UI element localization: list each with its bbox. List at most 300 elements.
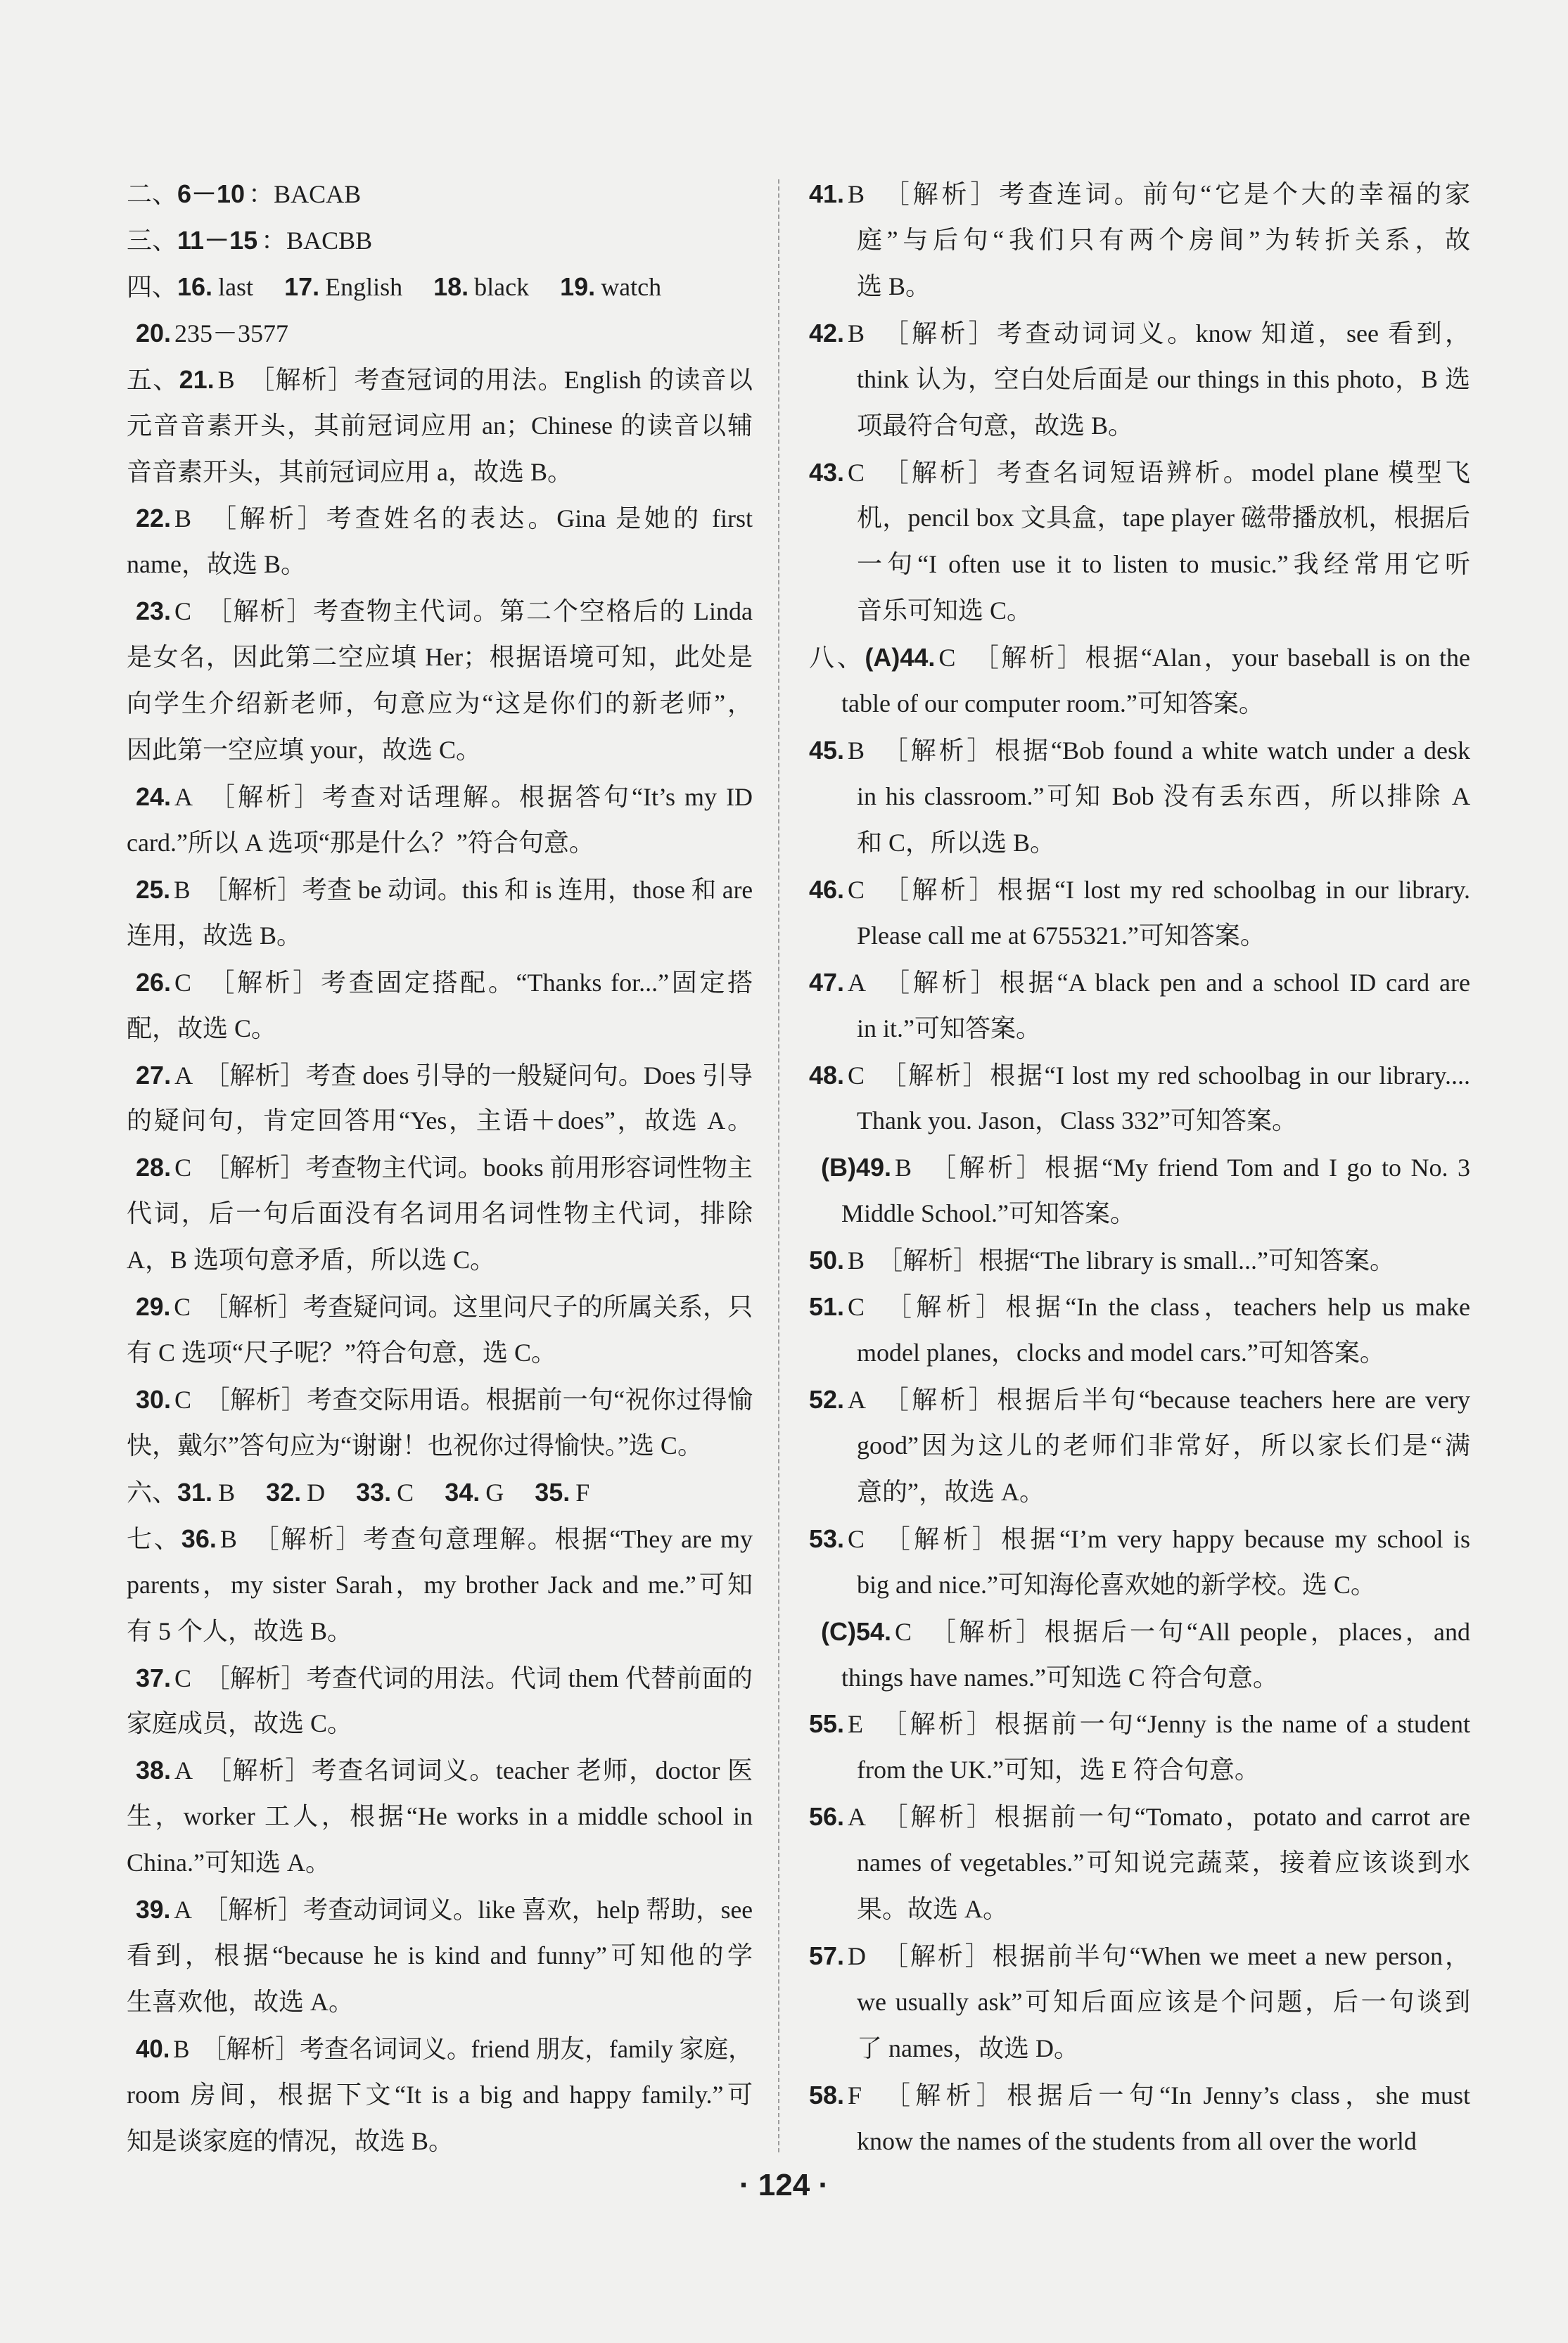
answer-item: [127, 264, 753, 310]
answer-line: [127, 2026, 753, 2072]
part-label: (B): [821, 1153, 856, 1182]
item-number: 54.: [855, 1616, 892, 1646]
answer-line: [127, 774, 753, 820]
answer-line: [127, 1330, 753, 1377]
answer-line-content: [127, 366, 753, 394]
answer-text: 配，故选 C。: [127, 1014, 277, 1042]
item-number: 25.: [136, 874, 171, 904]
answer-text: C ［解析］考查固定搭配。“Thanks for...”固定搭: [174, 968, 753, 997]
answer-text: C ［解析］根据“Alan，your baseball is on the: [938, 644, 1470, 672]
answer-item: [809, 959, 1470, 1052]
answer-text: C ［解析］根据“I lost my red schoolbag in our library.: [848, 875, 1470, 904]
section-label: 四、: [127, 272, 178, 301]
answer-text: think 认为，空白处后面是 our things in this photo，B 选: [857, 364, 1470, 393]
item-number: 27.: [136, 1060, 172, 1090]
answer-text: 了 names，故选 D。: [857, 2034, 1079, 2062]
item-number: 20.: [136, 318, 172, 347]
section-label: 三、: [127, 226, 178, 255]
answer-line: [809, 310, 1470, 357]
answer-line: [809, 403, 1470, 449]
answer-line-content: [857, 226, 1470, 254]
answer-text: good”因为这儿的老师们非常好，所以家长们是“满: [857, 1431, 1470, 1460]
answer-item: [127, 1747, 753, 1886]
item-number: 31.: [177, 1477, 213, 1507]
answer-line: [809, 959, 1470, 1006]
answer-text: 有 C 选项“尺子呢？”符合句意，选 C。: [127, 1339, 556, 1367]
item-number: 46.: [809, 874, 845, 904]
answer-line: [127, 542, 753, 588]
answer-text: 因此第一空应填 your，故选 C。: [127, 736, 482, 765]
answer-text: China.”可知选 A。: [127, 1849, 331, 1877]
answer-text: D: [307, 1478, 326, 1507]
answer-line-content: [127, 1941, 753, 1969]
answer-text: from the UK.”可知，选 E 符合句意。: [857, 1756, 1260, 1785]
answer-item: [127, 1144, 753, 1284]
answer-line: [809, 1191, 1470, 1237]
answer-line-content: [841, 689, 1264, 717]
answer-text: 项最符合句意，故选 B。: [857, 411, 1134, 440]
answer-text: table of our computer room.”可知答案。: [841, 689, 1264, 718]
answer-line: [127, 357, 753, 403]
answer-line-content: [136, 1664, 753, 1692]
answer-text: Please call me at 6755321.”可知答案。: [857, 921, 1266, 950]
item-number: 28.: [136, 1153, 172, 1182]
answer-line-content: [127, 458, 573, 486]
answer-text: B ［解析］根据“My friend Tom and I go to No. 3: [895, 1154, 1470, 1182]
answer-line-content: [857, 1478, 1045, 1506]
answer-text: C ［解析］根据“I lost my red schoolbag in our library....: [848, 1061, 1470, 1090]
answer-line: [127, 1516, 753, 1562]
answer-text: in it.”可知答案。: [857, 1014, 1041, 1042]
answer-line: [127, 634, 753, 681]
answer-text: parents，my sister Sarah，my brother Jack and me.”可知: [127, 1570, 753, 1599]
answer-line: [127, 1979, 753, 2026]
answer-line: [127, 1006, 753, 1052]
answer-line: [127, 1886, 753, 1933]
answer-text: C: [397, 1478, 414, 1507]
answer-line-content: [127, 829, 594, 857]
answer-pair: [560, 273, 661, 301]
answer-text: A ［解析］根据前一句“Tomato，potato and carrot are: [848, 1803, 1470, 1832]
answer-line-content: [127, 1106, 753, 1135]
answer-text: B ［解析］考查姓名的表达。Gina 是她的 first: [174, 504, 753, 533]
answer-line-content: [809, 1246, 1395, 1275]
answer-text: B ［解析］考查动词词义。know 知道，see 看到，: [848, 319, 1470, 347]
answer-item: [127, 310, 753, 357]
answer-item: [127, 217, 753, 264]
answer-text: B: [218, 1478, 236, 1507]
answer-text: in his classroom.”可知 Bob 没有丢东西，所以排除 A: [857, 781, 1470, 810]
answer-text: B ［解析］考查连词。前句“它是个大的幸福的家: [848, 180, 1470, 208]
answer-line-content: [136, 969, 753, 997]
answer-column-right: [809, 171, 1470, 2165]
item-number: 16.: [177, 272, 213, 301]
answer-line: [809, 867, 1470, 913]
answer-line: [127, 1933, 753, 1979]
answer-item: [127, 1377, 753, 1469]
answer-text: model planes，clocks and model cars.”可知答案。: [857, 1339, 1385, 1367]
answer-line-content: [136, 1886, 753, 1933]
answer-line: [809, 357, 1470, 403]
answer-line-content: [857, 550, 1470, 578]
item-number: 45.: [809, 736, 845, 765]
answer-line-content: [857, 1849, 1470, 1877]
answer-text: Middle School.”可知答案。: [841, 1199, 1135, 1228]
answer-line: [809, 1655, 1470, 1702]
answer-line-content: [841, 1199, 1135, 1227]
answer-text: D ［解析］根据前半句“When we meet a new person，: [848, 1942, 1470, 1971]
answer-line: [809, 820, 1470, 867]
answer-text: A ［解析］考查名词词义。teacher 老师，doctor 医: [174, 1756, 753, 1785]
item-number: 39.: [136, 1895, 171, 1924]
answer-text: C ［解析］考查交际用语。根据前一句“祝你过得愉: [174, 1385, 753, 1414]
item-number: 58.: [809, 2080, 845, 2109]
answer-item: [809, 727, 1470, 867]
answer-text: C ［解析］考查疑问词。这里问尺子的所属关系，只: [174, 1293, 753, 1322]
answer-line-content: [857, 365, 1470, 393]
answer-line-content: [857, 504, 1470, 532]
answer-item: [809, 867, 1470, 959]
answer-line: [127, 727, 753, 774]
answer-text: F ［解析］根据后一句“In Jenny’s class，she must: [848, 2081, 1470, 2109]
answer-line: [809, 2072, 1470, 2119]
answer-line: [809, 1098, 1470, 1144]
answer-line: [809, 1979, 1470, 2026]
answer-line: [127, 495, 753, 542]
answer-text: F: [575, 1478, 590, 1507]
answer-text: 机，pencil box 文具盒，tape player 磁带播放机，根据后: [857, 504, 1470, 532]
answer-pair: [284, 273, 402, 301]
answer-text: watch: [601, 272, 662, 301]
answer-item: [127, 1516, 753, 1655]
item-number: 55.: [809, 1709, 845, 1739]
item-number: 38.: [136, 1756, 172, 1785]
answer-text: 代词，后一句后面没有名词用名词性物主代词，排除: [127, 1199, 753, 1228]
answer-line: [809, 495, 1470, 542]
item-number: 21.: [179, 364, 215, 394]
answer-line: [127, 310, 753, 357]
answer-line: [809, 542, 1470, 588]
answer-line: [809, 449, 1470, 496]
answer-item: [809, 171, 1470, 310]
answer-text: B ［解析］考查 be 动词。this 和 is 连用，those 和 are: [174, 875, 753, 904]
answer-item: [127, 495, 753, 588]
answer-line-content: [127, 736, 481, 764]
answer-text: C ［解析］根据后一句“All people，places，and: [895, 1617, 1470, 1646]
answer-line-content: [127, 1199, 753, 1227]
item-number: 51.: [809, 1292, 845, 1322]
answer-item: [809, 2072, 1470, 2165]
answer-line: [809, 217, 1470, 264]
answer-line-content: [809, 319, 1470, 347]
answer-line-content: [136, 783, 753, 811]
answer-line: [127, 588, 753, 634]
answer-line: [127, 1701, 753, 1747]
answer-text: A ［解析］根据“A black pen and a school ID card are: [848, 968, 1470, 997]
answer-line-content: [136, 1144, 753, 1191]
answer-item: [809, 310, 1470, 449]
answer-text: 选 B。: [857, 272, 931, 300]
item-number: 49.: [855, 1153, 892, 1182]
item-number: 19.: [560, 272, 596, 301]
answer-line: [809, 913, 1470, 959]
item-number: 35.: [535, 1477, 571, 1507]
item-number: 47.: [809, 967, 845, 997]
answer-text: English: [325, 272, 403, 301]
answer-line: [127, 1098, 753, 1144]
item-number: 57.: [809, 1941, 845, 1971]
answer-item: [809, 1052, 1470, 1145]
item-number: 26.: [136, 967, 172, 997]
answer-text: B ［解析］考查句意理解。根据“They are my: [219, 1524, 753, 1553]
answer-line: [127, 1840, 753, 1886]
answer-item: [127, 1469, 753, 1516]
answer-item: [809, 1284, 1470, 1377]
item-number: 53.: [809, 1524, 845, 1553]
answer-item: [127, 588, 753, 774]
answer-item: [809, 1609, 1470, 1702]
answer-pair: [433, 273, 529, 301]
answer-text: B ［解析］根据“The library is small...”可知答案。: [848, 1246, 1395, 1275]
answer-text: 向学生介绍新老师，句意应为“这是你们的新老师”，: [127, 689, 753, 718]
answer-line-content: [127, 1849, 331, 1877]
answer-line: [809, 1609, 1470, 1655]
answer-line-content: [809, 876, 1470, 904]
answer-line-content: [809, 459, 1470, 487]
item-number: 29.: [136, 1292, 171, 1322]
answer-line: [127, 449, 753, 496]
answer-line: [809, 1701, 1470, 1747]
answer-item: [809, 1516, 1470, 1609]
answer-text: 和 C，所以选 B。: [857, 828, 1056, 857]
answer-line-content: [821, 1154, 1470, 1182]
answer-text: B ［解析］考查冠词的用法。English 的读音以: [217, 365, 753, 394]
item-number: 37.: [136, 1663, 172, 1692]
answer-line: [809, 1516, 1470, 1562]
answer-line-content: [127, 921, 302, 950]
answer-line-content: [857, 1571, 1376, 1599]
answer-item: [127, 357, 753, 496]
answer-text: last: [218, 272, 254, 301]
answer-line: [809, 2026, 1470, 2072]
answer-text: A ［解析］考查对话理解。根据答句“It’s my ID: [174, 782, 753, 811]
answer-line: [809, 1562, 1470, 1609]
answer-text: G: [485, 1478, 504, 1507]
answer-text: E ［解析］根据前一句“Jenny is the name of a student: [848, 1710, 1470, 1739]
answer-pair: [266, 1479, 325, 1507]
answer-text: B ［解析］考查名词词义。friend 朋友，family 家庭，: [173, 2034, 753, 2063]
answer-item: [127, 1886, 753, 2026]
item-number: 22.: [136, 504, 172, 533]
answer-text: B ［解析］根据“Bob found a white watch under a desk: [848, 736, 1470, 765]
answer-line-content: [127, 1339, 556, 1367]
answer-text: 生喜欢他，故选 A。: [127, 1987, 354, 2016]
column-divider: [778, 179, 779, 2152]
answer-line-content: [857, 1756, 1260, 1784]
answer-line: [127, 264, 753, 310]
answer-line: [809, 1840, 1470, 1886]
answer-line: [127, 913, 753, 959]
answer-line-content: [857, 921, 1266, 950]
answer-line: [127, 1284, 753, 1330]
answer-text: room 房间，根据下文“It is a big and happy family.”可: [127, 2080, 753, 2109]
answer-line-content: [809, 2081, 1470, 2109]
answer-line-content: [857, 782, 1470, 810]
answer-line: [127, 171, 753, 217]
item-number: 48.: [809, 1060, 845, 1090]
answer-line: [127, 1377, 753, 1423]
answer-item: [127, 1655, 753, 1748]
answer-line-content: [127, 1431, 703, 1460]
answer-line-content: [841, 1664, 1278, 1692]
answer-line-content: [136, 319, 288, 347]
answer-line: [127, 1052, 753, 1099]
answer-line: [809, 1006, 1470, 1052]
answer-line-content: [127, 1525, 753, 1553]
answer-line-content: [127, 1014, 276, 1042]
answer-line-content: [857, 1431, 1470, 1460]
answer-line-content: [821, 1618, 1470, 1646]
answer-line: [127, 1747, 753, 1794]
answer-line-content: [127, 1479, 620, 1507]
answer-line-content: [857, 2034, 1079, 2062]
answer-text: A ［解析］考查 does 引导的一般疑问句。Does 引导: [174, 1061, 753, 1090]
answer-pair: [356, 1479, 414, 1507]
answer-pair: [535, 1479, 589, 1507]
answer-line: [127, 1423, 753, 1469]
answer-line-content: [136, 867, 753, 913]
answer-line: [127, 1191, 753, 1237]
answer-item: [809, 1237, 1470, 1284]
answer-line-content: [809, 1525, 1470, 1553]
answer-text: 的疑问句，肯定回答用“Yes，主语＋does”，故选 A。: [127, 1106, 753, 1135]
answer-text: 看到，根据“because he is kind and funny”可知他的学: [127, 1941, 753, 1970]
answer-line-content: [136, 597, 753, 625]
answer-item: [809, 449, 1470, 635]
item-number: 52.: [809, 1384, 845, 1414]
answer-item: [127, 867, 753, 959]
answer-text: C ［解析］根据“I’m very happy because my school is: [848, 1524, 1470, 1553]
section-label: 五、: [127, 365, 179, 394]
answer-line: [809, 1886, 1470, 1933]
answer-text: 知是谈家庭的情况，故选 B。: [127, 2126, 454, 2155]
answer-text: 有 5 个人，故选 B。: [127, 1616, 353, 1645]
answer-text: know the names of the students from all over the world: [857, 2126, 1417, 2155]
answer-line: [809, 1469, 1470, 1516]
answer-item: [127, 171, 753, 217]
answer-line: [127, 1469, 753, 1516]
answer-line-content: [809, 1803, 1470, 1831]
answer-line-content: [809, 1061, 1470, 1090]
item-number: 24.: [136, 781, 172, 811]
answer-text: 元音音素开头，其前冠词应用 an；Chinese 的读音以辅: [127, 411, 753, 440]
answer-line-content: [809, 1942, 1470, 1970]
answer-text: black: [474, 272, 530, 301]
section-label: 二、: [127, 180, 178, 208]
answer-text: things have names.”可知选 C 符合句意。: [841, 1663, 1278, 1692]
answer-line: [809, 588, 1470, 634]
item-number: 42.: [809, 318, 845, 347]
answer-text: C ［解析］根据“In the class，teachers help us make: [848, 1293, 1470, 1322]
item-number: 32.: [266, 1477, 302, 1507]
answer-line-content: [136, 2026, 753, 2072]
answer-text: names of vegetables.”可知说完蔬菜，接着应该谈到水: [857, 1849, 1470, 1877]
answer-text: 一句“I often use it to listen to music.”我经常用它听: [857, 550, 1470, 579]
answer-item: [809, 1701, 1470, 1794]
answer-line: [809, 727, 1470, 774]
item-number: 44.: [900, 643, 936, 672]
answer-text: ：BACBB: [261, 226, 373, 255]
answer-line-content: [127, 643, 753, 671]
answer-line-content: [809, 1386, 1470, 1414]
section-label: 八、: [809, 644, 865, 672]
item-number: 11－15: [177, 225, 258, 255]
answer-line-content: [127, 1617, 352, 1645]
answer-pair: [177, 1479, 235, 1507]
answer-text: ：BACAB: [248, 180, 362, 208]
item-number: 56.: [809, 1802, 845, 1832]
answer-text: 音音素开头，其前冠词应用 a，故选 B。: [127, 457, 573, 486]
answer-line-content: [127, 1802, 753, 1830]
answer-text: card.”所以 A 选项“那是什么？”符合句意。: [127, 828, 594, 857]
answer-line-content: [136, 1386, 753, 1414]
answer-line-content: [136, 1052, 753, 1099]
page-number: · 124 ·: [739, 2168, 829, 2202]
answer-pair: [445, 1479, 504, 1507]
answer-line: [127, 1655, 753, 1702]
answer-line: [809, 1377, 1470, 1423]
item-number: 23.: [136, 596, 172, 626]
answer-text: A ［解析］根据后半句“because teachers here are very: [848, 1385, 1470, 1414]
answer-line-content: [857, 1014, 1041, 1042]
part-label: (C): [821, 1616, 856, 1646]
answer-line-content: [857, 1988, 1470, 2016]
answer-text: 235－3577: [174, 319, 289, 347]
answer-item: [809, 1794, 1470, 1933]
answer-line-content: [809, 1293, 1470, 1321]
answer-line: [127, 1144, 753, 1191]
item-number: 36.: [181, 1524, 217, 1553]
answer-item: [127, 1284, 753, 1377]
answer-text: A ［解析］考查动词词义。like 喜欢，help 帮助，see: [174, 1896, 753, 1924]
answer-line: [127, 867, 753, 913]
part-label: (A): [865, 643, 900, 672]
answer-text: big and nice.”可知海伦喜欢她的新学校。选 C。: [857, 1570, 1376, 1599]
answer-line-content: [127, 180, 361, 208]
answer-item: [809, 1933, 1470, 2072]
answer-item: [127, 774, 753, 867]
answer-line-content: [127, 273, 692, 301]
answer-line-content: [857, 829, 1055, 857]
answer-line-content: [857, 596, 1032, 625]
answer-text: 意的”，故选 A。: [857, 1477, 1045, 1506]
answer-line: [127, 2072, 753, 2119]
answer-item: [809, 1144, 1470, 1237]
answer-line: [809, 681, 1470, 727]
answer-line: [809, 1052, 1470, 1099]
answer-line: [127, 217, 753, 264]
answer-line-content: [127, 550, 306, 578]
answer-text: 快，戴尔”答句应为“谢谢！也祝你过得愉快。”选 C。: [127, 1431, 703, 1460]
answer-line-content: [127, 226, 372, 255]
answer-line-content: [857, 1106, 1297, 1135]
answer-text: 庭”与后句“我们只有两个房间”为转折关系，故: [857, 225, 1470, 254]
answer-text: C ［解析］考查物主代词。books 前用形容词性物主: [174, 1154, 753, 1182]
answer-line: [809, 264, 1470, 310]
item-number: 50.: [809, 1246, 845, 1275]
answer-line-content: [127, 2127, 454, 2155]
answer-item: [809, 634, 1470, 727]
